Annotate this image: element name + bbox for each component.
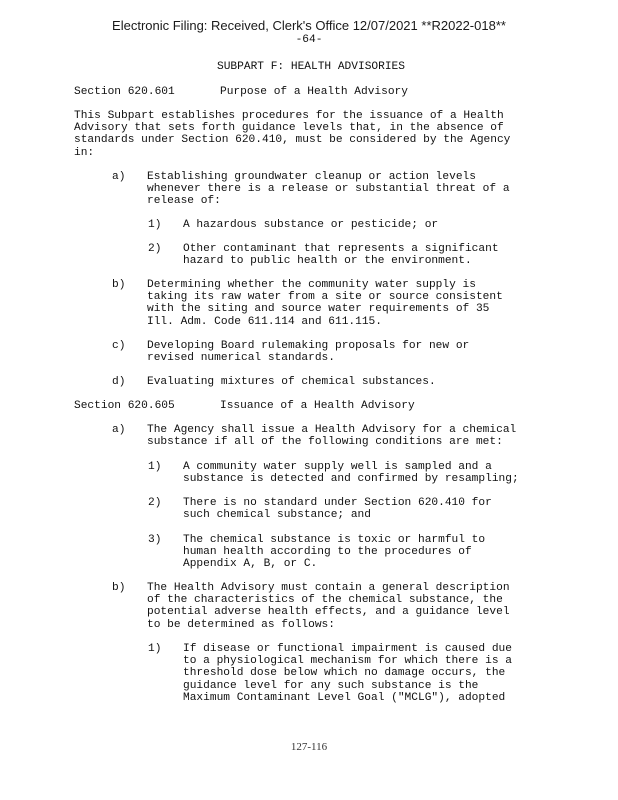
list-item-605-b — [112, 582, 510, 631]
item-text: Determining whether the community water supply is taking its raw water from a site or source consistent with the siting and source water requirements of 35 Ill. Adm. Code 611.114 and 611.115. — [147, 279, 503, 328]
filing-stamp: Electronic Filing: Received, Clerk's Office 12/07/2021 **R2022-018** — [112, 18, 506, 33]
section-heading-601 — [74, 86, 408, 98]
item-text: A hazardous substance or pesticide; or — [183, 219, 439, 231]
item-label: 1) — [148, 643, 162, 655]
item-text: Other contaminant that represents a significant hazard to public health or the environment. — [183, 243, 499, 268]
item-text: A community water supply well is sampled and a substance is detected and confirmed by resampling; — [183, 461, 519, 486]
section-title: Issuance of a Health Advisory — [220, 400, 415, 412]
list-item-605-a-3 — [148, 534, 486, 571]
page-number: -64- — [295, 34, 323, 46]
section-number: Section 620.605 — [74, 400, 175, 412]
list-item-601-a — [112, 171, 510, 208]
section-number: Section 620.601 — [74, 86, 175, 98]
item-label: a) — [112, 424, 126, 436]
section-601-intro: This Subpart establishes procedures for the issuance of a Health Advisory that sets forth guidance levels that, in the absence of standards under Section 620.410, must be considered by the Agency in: — [74, 110, 511, 159]
item-text: Establishing groundwater cleanup or action levels whenever there is a release or substantial threat of a release of: — [147, 171, 510, 208]
item-label: 3) — [148, 534, 162, 546]
list-item-605-a-2 — [148, 497, 492, 534]
item-text: The Agency shall issue a Health Advisory for a chemical substance if all of the following conditions are met: — [147, 424, 517, 449]
list-item-601-a-2 — [148, 243, 499, 280]
section-title: Purpose of a Health Advisory — [220, 86, 408, 98]
section-heading-605 — [74, 400, 415, 412]
item-label: 1) — [148, 461, 162, 473]
subpart-title: SUBPART F: HEALTH ADVISORIES — [217, 61, 405, 73]
item-text: Evaluating mixtures of chemical substances. — [147, 376, 436, 388]
item-text: If disease or functional impairment is caused due to a physiological mechanism for which there is a threshold dose below which no damage occurs, the guidance level for any such substance is the Maximum Contaminant Level Goal ("MCLG"), adopted — [183, 643, 512, 704]
page-footer: 127-116 — [290, 741, 328, 753]
item-text: The Health Advisory must contain a general description of the characteristics of the chemical substance, the potential adverse health effects, and a guidance level to be determined as follows: — [147, 582, 510, 631]
item-label: 2) — [148, 497, 162, 509]
item-label: a) — [112, 171, 126, 183]
list-item-601-c — [112, 340, 470, 377]
list-item-605-a — [112, 424, 517, 461]
item-label: 1) — [148, 219, 162, 231]
item-label: c) — [112, 340, 126, 352]
item-text: The chemical substance is toxic or harmful to human health according to the procedures of Appendix A, B, or C. — [183, 534, 486, 571]
item-text: Developing Board rulemaking proposals for new or revised numerical standards. — [147, 340, 470, 365]
list-item-601-b — [112, 279, 503, 328]
list-item-605-a-1 — [148, 461, 519, 498]
item-label: b) — [112, 582, 126, 594]
item-label: 2) — [148, 243, 162, 255]
item-label: d) — [112, 376, 126, 388]
item-label: b) — [112, 279, 126, 291]
list-item-605-b-1 — [148, 643, 512, 704]
item-text: There is no standard under Section 620.410 for such chemical substance; and — [183, 497, 492, 522]
